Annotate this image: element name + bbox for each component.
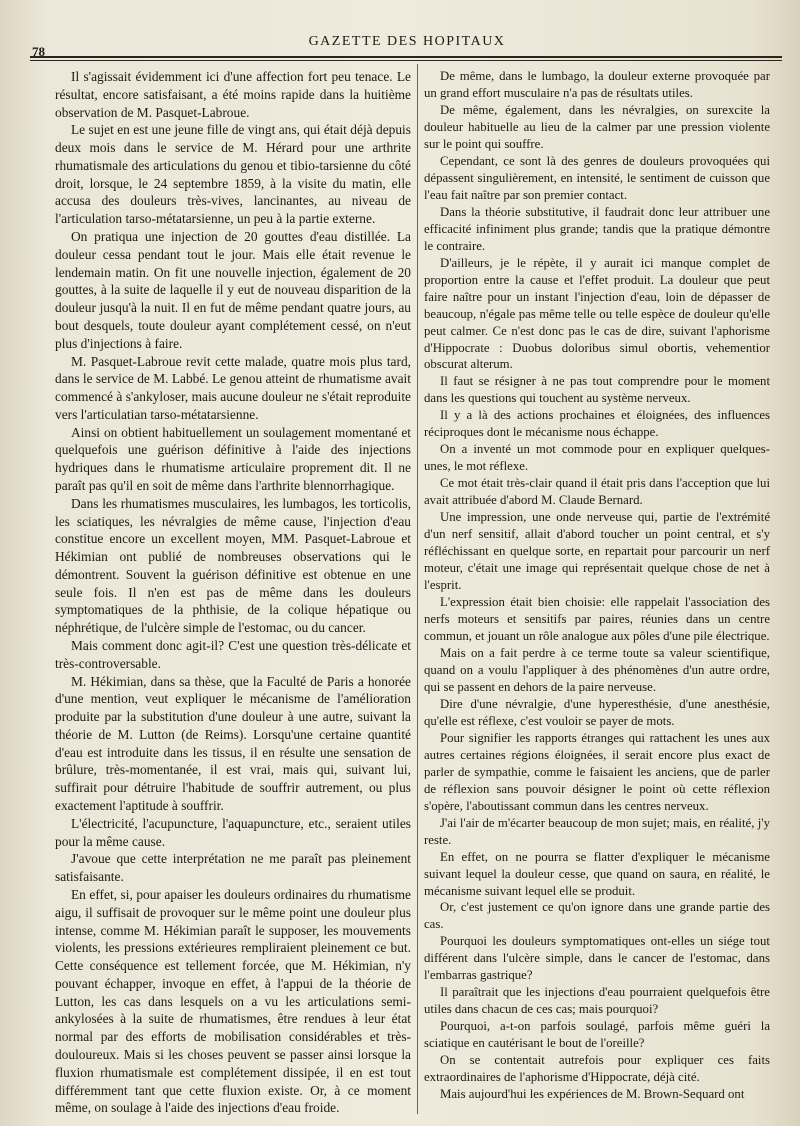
- paragraph: D'ailleurs, je le répète, il y aurait ici manque complet de proportion entre la cause et l'effet produit. La douleur que peut faire naître pour un instant l'injection d'eau, loin de dépasser de beaucoup, n'égale pas même telle ou telle espèce de douleur qu'elle peut calmer. Ce n'est donc pas le cas de dire, suivant l'aphorisme d'Hippocrate : Duobus doloribus simul obortis, vehementior obscurat alterum.: [424, 255, 770, 372]
- paragraph: Le sujet en est une jeune fille de vingt ans, qui était déjà depuis deux mois dans le service de M. Hérard pour une arthrite rhumatismale des articulations du genou et tibio-tarsienne du côté droit, lorsque, le 24 septembre 1859, à la visite du matin, elle accusa des douleurs très-vives, lancinantes, au niveau de l'articulation tarso-métatarsienne, un peu à la partie externe.: [55, 122, 411, 227]
- paragraph: On a inventé un mot commode pour en expliquer quelques-unes, le mot réflexe.: [424, 442, 770, 474]
- paragraph: M. Hékimian, dans sa thèse, que la Faculté de Paris a honorée d'une mention, veut expliquer le mécanisme de l'amélioration produite par la substitution d'une douleur à une autre, suivant la théorie de M. Lutton (de Reims). Lorsqu'une certaine quantité d'eau est introduite dans les tissus, il en résulte une sensation de brûlure, très-momentanée, il est vrai, mais qui, suivant lui, suffirait pour détruire l'habitude de souffrir autrement, ou plus exactement l'aptitude à souffrir.: [55, 673, 411, 814]
- paragraph: Mais on a fait perdre à ce terme toute sa valeur scientifique, quand on a voulu l'appliquer à des phénomènes d'un autre ordre, qui se passent en dehors de la paire nerveuse.: [424, 645, 770, 694]
- paragraph: Dans la théorie substitutive, il faudrait donc leur attribuer une efficacité infiniment plus grande; tandis que la pratique démontre le contraire.: [424, 204, 770, 253]
- left-column: [55, 68, 411, 1117]
- paragraph: De même, dans le lumbago, la douleur externe provoquée par un grand effort musculaire n'a pas de résultats utiles.: [424, 69, 770, 100]
- paragraph: Il paraîtrait que les injections d'eau pourraient quelquefois être utiles dans chacun de ces cas; mais pourquoi?: [424, 985, 770, 1017]
- paragraph: On se contentait autrefois pour expliquer ces faits extraordinaires de l'aphorisme d'Hippocrate, déjà cité.: [424, 1053, 770, 1085]
- paragraph: Une impression, une onde nerveuse qui, partie de l'extrémité d'un nerf sensitif, allait d'abord toucher un point central, et s'y réfléchissant en quelque sorte, en repartait pour parcourir un nerf moteur, c'était une image qui représentait quelque chose de net à l'esprit.: [424, 510, 770, 593]
- paragraph: On pratiqua une injection de 20 gouttes d'eau distillée. La douleur cessa pendant tout le jour. Mais elle était revenue le lendemain matin. On fit une nouvelle injection, également de 20 gouttes, à la suite de laquelle il y eut de nouveau disparition de la douleur jusqu'à la nuit. Il en fut de même pendant quatre jours, au bout desquels, toute douleur ayant complétement cessé, on n'eut plus d'injections à faire.: [55, 229, 411, 351]
- header-rule-thin: [30, 60, 782, 61]
- paragraph: Dans les rhumatismes musculaires, les lumbagos, les torticolis, les sciatiques, les névralgies de même cause, l'injection d'eau constitue encore un excellent moyen, MM. Pasquet-Labroue et Hékimian ont publié de nombreuses observations qui le démontrent. Souvent la guérison définitive est obtenue en une seule fois. Il n'en est pas de même dans les douleurs symptomatiques de la phthisie, de la colique hépatique ou néphrétique, de l'ulcère simple de l'estomac, ou du cancer.: [55, 495, 411, 636]
- paragraph: Il s'agissait évidemment ici d'une affection fort peu tenace. Le résultat, encore satisfaisant, a été moins rapide dans la huitième observation de M. Pasquet-Labroue.: [55, 69, 411, 120]
- paragraph: De même, également, dans les névralgies, on surexcite la douleur habituelle au lieu de la calmer par une pression violente sur le point qui souffre.: [424, 102, 770, 151]
- right-column: [424, 68, 770, 1103]
- paragraph: En effet, on ne pourra se flatter d'expliquer le mécanisme suivant lequel la douleur cesse, que quand on saura, en réalité, le mécanisme suivant lequel elle se produit.: [424, 849, 770, 898]
- paragraph: Pour signifier les rapports étranges qui rattachent les unes aux autres certaines régions éloignées, il serait encore plus exact de parler de sympathie, comme le faisaient les anciens, que de parler de réflexion sans pouvoir désigner le point où cette réflexion s'opère, l'aboutissant commun dans les centres nerveux.: [424, 730, 770, 813]
- journal-title: GAZETTE DES HOPITAUX: [308, 34, 506, 49]
- paragraph: Pourquoi les douleurs symptomatiques ont-elles un siége tout différent dans l'ulcère simple, dans le cancer de l'estomac, dans l'embarras gastrique?: [424, 934, 770, 983]
- paragraph: En effet, si, pour apaiser les douleurs ordinaires du rhumatisme aigu, il suffisait de provoquer sur le même point une douleur plus intense, comme M. Hékimian paraît le supposer, les mouvements violents, les pressions extérieures rempliraient pleinement ce but. Cette conséquence est tellement forcée, que M. Hékimian, n'y pouvant échapper, invoque en effet, à l'appui de la théorie de Lutton, les cas dans lesquels on a vu les articulations semi-ankylosées à la suite de rhumatismes, être rendues à leur état normal par des efforts de mobilisation considérables et très-douloureux. Mais si les choses peuvent se passer ainsi lorsque la fluxion rhumatismale est complétement dissipée, il en est tout différemment tant que cette fluxion existe. Or, à ce moment même, on soulage à l'aide des injections d'eau froide.: [55, 886, 411, 1116]
- paragraph: Il y a là des actions prochaines et éloignées, des influences réciproques dont le mécanisme nous échappe.: [424, 408, 770, 440]
- paragraph: Cependant, ce sont là des genres de douleurs provoquées qui dépassent singulièrement, en intensité, le sentiment de cuisson que l'eau fait naître par son premier contact.: [424, 153, 770, 202]
- header-rule: [30, 56, 782, 58]
- paragraph: J'avoue que cette interprétation ne me paraît pas pleinement satisfaisante.: [55, 851, 411, 885]
- paragraph: Or, c'est justement ce qu'on ignore dans une grande partie des cas.: [424, 900, 770, 932]
- page-number: 78: [32, 44, 45, 59]
- paragraph: Il faut se résigner à ne pas tout comprendre pour le moment dans les questions qui touchent au système nerveux.: [424, 374, 770, 406]
- paragraph: Mais aujourd'hui les expériences de M. Brown-Sequard ont: [440, 1087, 745, 1102]
- paragraph: Ainsi on obtient habituellement un soulagement momentané et quelquefois une guérison définitive à l'aide des injections hydriques dans le rhumatisme articulaire proprement dit. Il ne paraît pas qu'il en soit de même dans l'arthrite blennorrhagique.: [55, 424, 411, 493]
- paragraph: Ce mot était très-clair quand il était pris dans l'acception que lui avait attribuée d'abord M. Claude Bernard.: [424, 476, 770, 508]
- paragraph: Pourquoi, a-t-on parfois soulagé, parfois même guéri la sciatique en cautérisant le bout de l'oreille?: [424, 1019, 770, 1051]
- paragraph: Dire d'une névralgie, d'une hyperesthésie, d'une anesthésie, qu'elle est réflexe, c'est vouloir se payer de mots.: [424, 696, 770, 728]
- paragraph: L'électricité, l'acupuncture, l'aquapuncture, etc., seraient utiles pour la même cause.: [55, 815, 411, 849]
- paragraph: L'expression était bien choisie: elle rappelait l'association des nerfs moteurs et sensitifs par paires, réunies dans un centre commun, et jouant un rôle analogue aux pôles d'une pile électrique.: [424, 595, 770, 643]
- paragraph: J'ai l'air de m'écarter beaucoup de mon sujet; mais, en réalité, j'y reste.: [424, 815, 770, 847]
- column-divider: [417, 64, 418, 1114]
- paragraph: Mais comment donc agit-il? C'est une question très-délicate et très-controversable.: [55, 638, 411, 671]
- paragraph: M. Pasquet-Labroue revit cette malade, quatre mois plus tard, dans le service de M. Labbé. Le genou atteint de rhumatisme avait commencé à s'ankyloser, mais aucune douleur ne s'était reproduite vers l'articulatian tarso-métatarsienne.: [55, 353, 411, 422]
